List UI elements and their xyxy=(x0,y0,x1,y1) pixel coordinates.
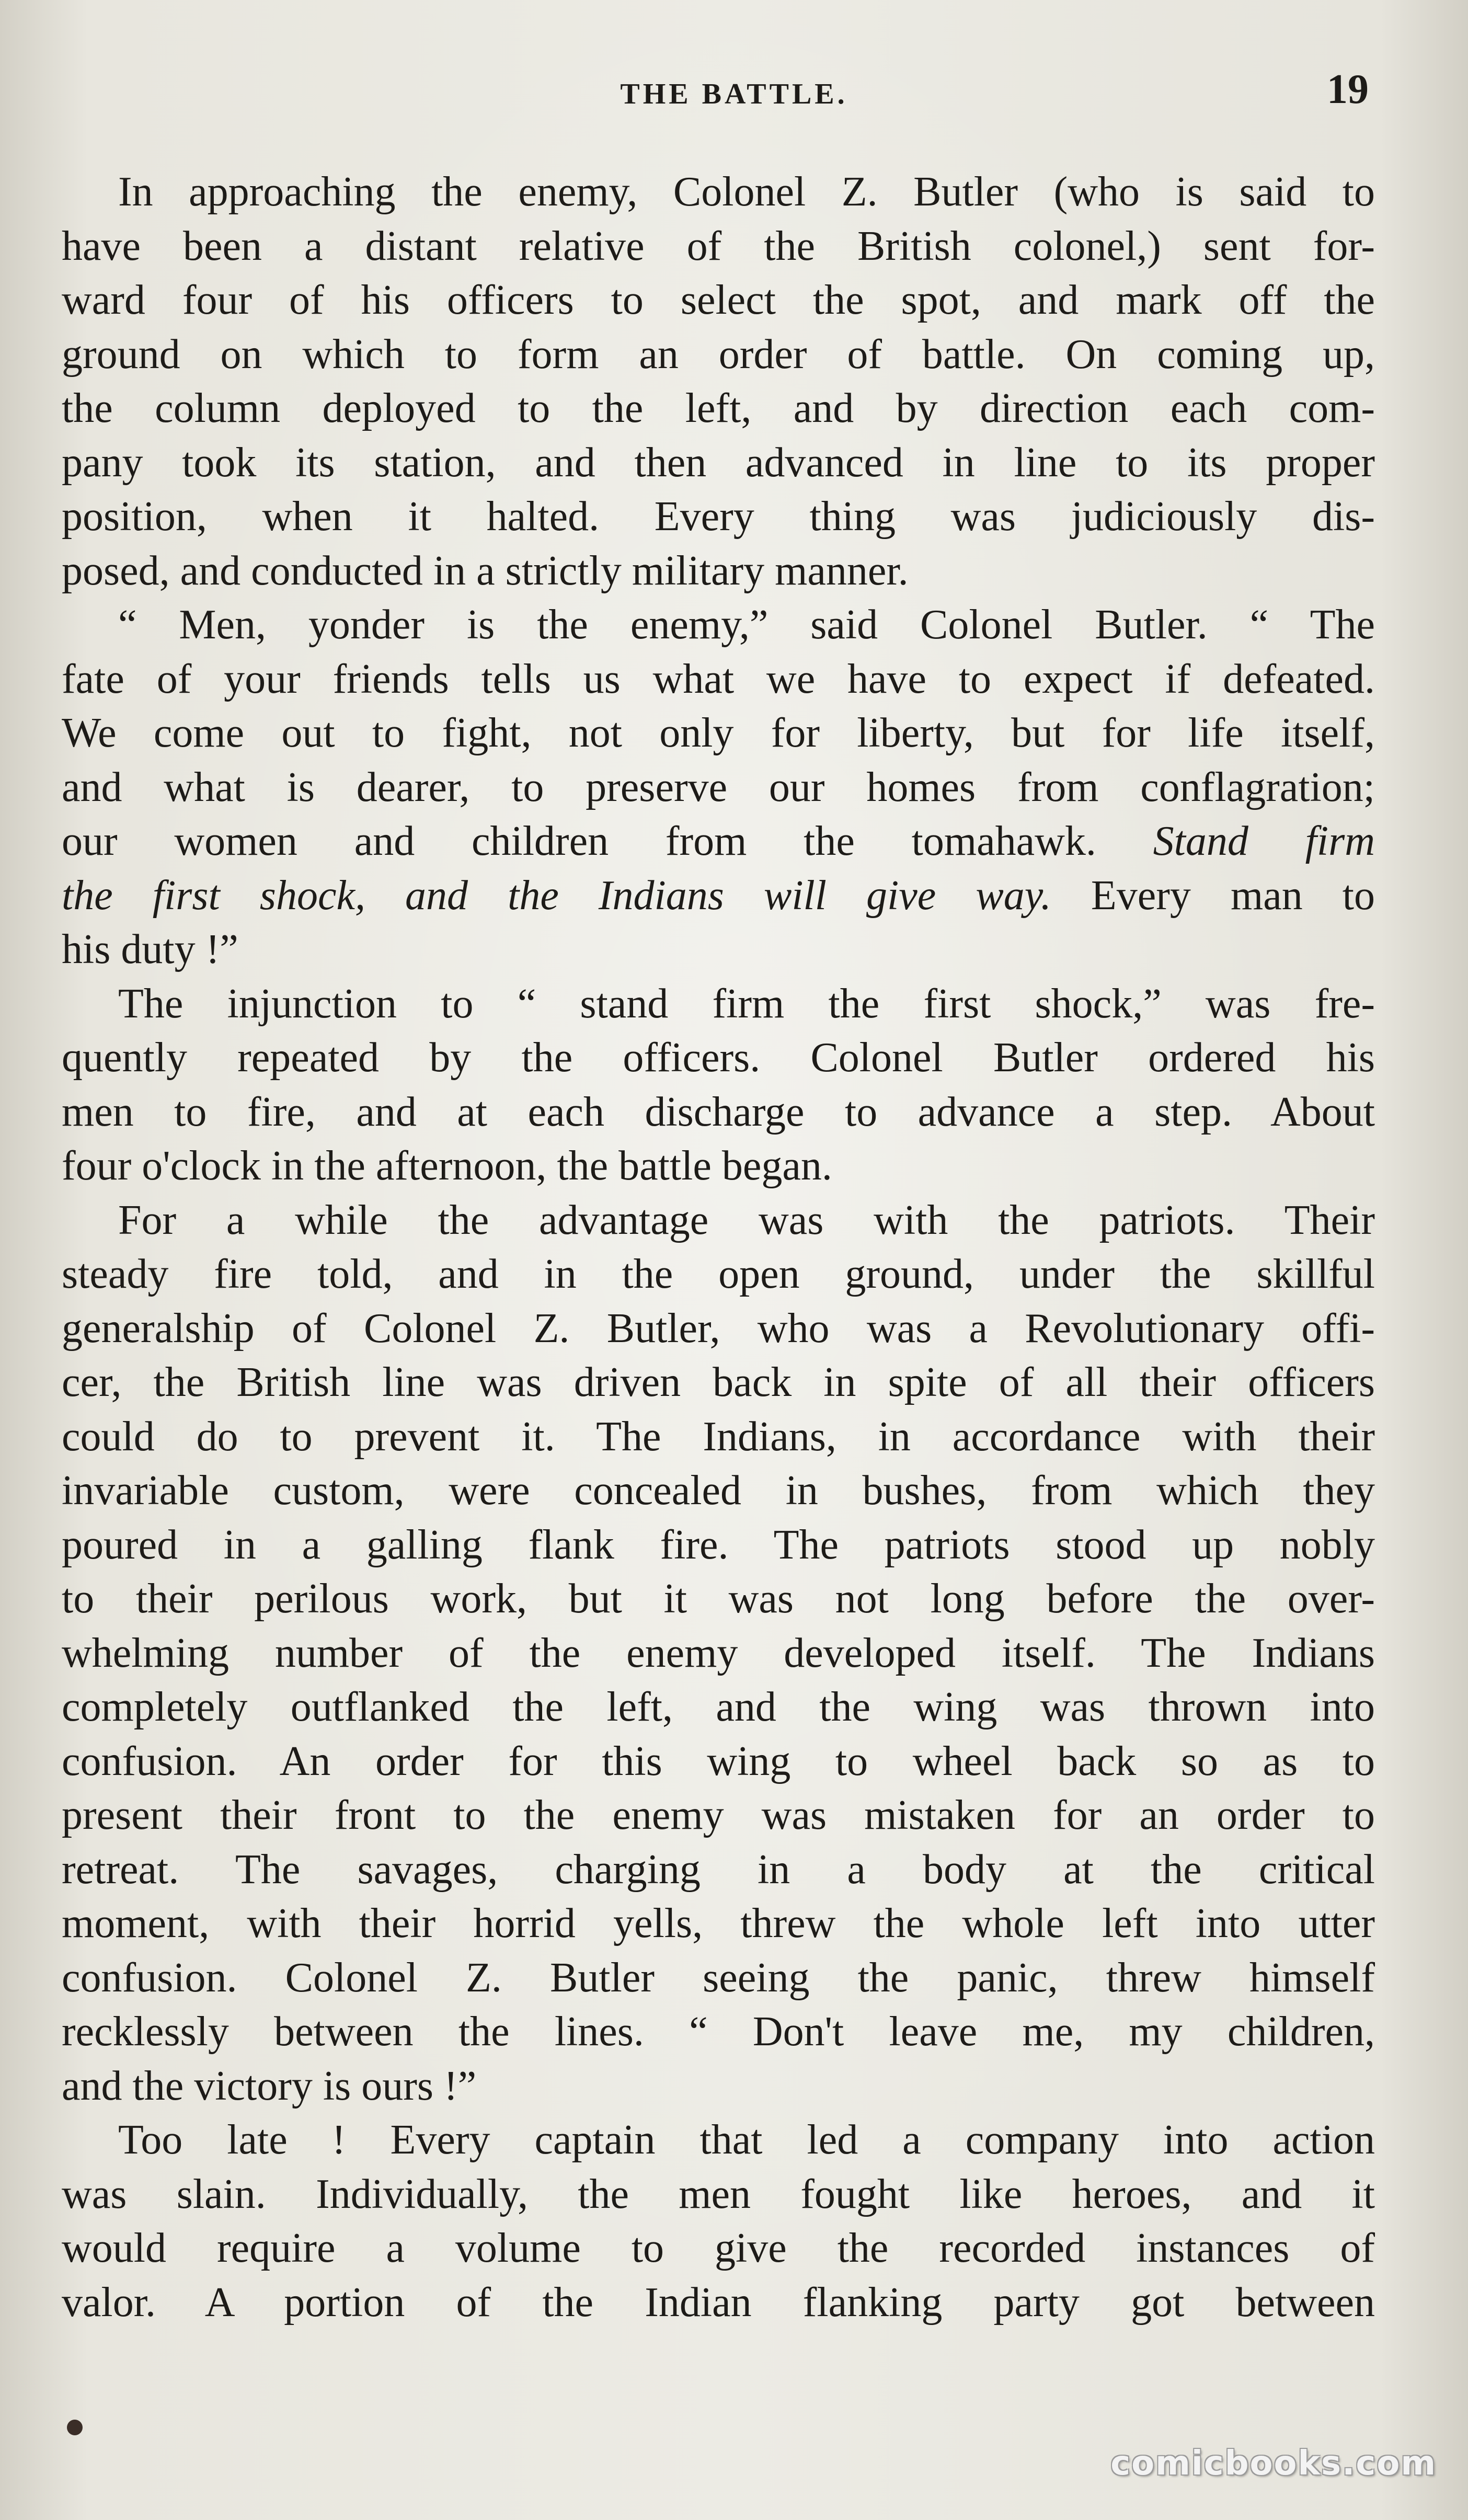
roman-segment: our women and children from the tomahawk. xyxy=(62,818,1153,864)
roman-segment: Every man to xyxy=(1051,872,1375,919)
text-line: For a while the advantage was with the patriots. Their xyxy=(118,1197,1375,1243)
paragraph-3 xyxy=(62,977,1375,1194)
text-line: generalship of Colonel Z. Butler, who was a Revolutionary offi- xyxy=(62,1305,1375,1351)
text-line: would require a volume to give the recorded instances of xyxy=(62,2225,1375,2271)
page-header xyxy=(0,62,1468,140)
body-text xyxy=(62,165,1375,2330)
text-line: and what is dearer, to preserve our homes from conflagration; xyxy=(62,764,1375,810)
text-line: cer, the British line was driven back in spite of all their officers xyxy=(62,1359,1375,1405)
text-line: four o'clock in the afternoon, the battle began. xyxy=(62,1143,832,1189)
text-line-with-italic xyxy=(62,869,1375,923)
text-line: moment, with their horrid yells, threw the whole left into utter xyxy=(62,1900,1375,1946)
paragraph-4 xyxy=(62,1194,1375,2114)
text-line: steady fire told, and in the open ground, under the skillful xyxy=(62,1251,1375,1297)
text-line: pany took its station, and then advanced in line to its proper xyxy=(62,439,1375,486)
text-line: have been a distant relative of the British colonel,) sent for- xyxy=(62,223,1375,269)
text-line: to their perilous work, but it was not long before the over- xyxy=(62,1576,1375,1622)
text-line: could do to prevent it. The Indians, in accordance with their xyxy=(62,1413,1375,1460)
italic-segment: Stand firm xyxy=(1153,818,1375,864)
watermark-logo: comicbooks.com xyxy=(1110,2444,1437,2483)
text-line: In approaching the enemy, Colonel Z. Butler (who is said to xyxy=(118,169,1375,215)
text-line: and the victory is ours !” xyxy=(62,2063,477,2109)
text-line-with-italic xyxy=(62,815,1375,869)
printer-ornament xyxy=(67,2420,83,2435)
italic-segment: the first shock, and the Indians will give way. xyxy=(62,872,1051,919)
text-line: “ Men, yonder is the enemy,” said Colonel Butler. “ The xyxy=(118,602,1375,648)
text-line: confusion. Colonel Z. Butler seeing the panic, threw himself xyxy=(62,1954,1375,2001)
text-line: invariable custom, were concealed in bushes, from which they xyxy=(62,1468,1375,1514)
text-line: posed, and conducted in a strictly military manner. xyxy=(62,547,909,594)
text-line: fate of your friends tells us what we have to expect if defeated. xyxy=(62,656,1375,702)
text-line: the column deployed to the left, and by direction each com- xyxy=(62,385,1375,431)
text-line: quently repeated by the officers. Colonel Butler ordered his xyxy=(62,1035,1375,1081)
page-number: 19 xyxy=(1327,66,1369,112)
text-line: position, when it halted. Every thing was judiciously dis- xyxy=(62,494,1375,540)
text-line: The injunction to “ stand firm the first shock,” was fre- xyxy=(118,980,1375,1027)
text-segment xyxy=(62,873,1375,919)
paragraph-1 xyxy=(62,165,1375,598)
text-line: valor. A portion of the Indian flanking party got between xyxy=(62,2279,1375,2326)
text-line: poured in a galling flank fire. The patriots stood up nobly xyxy=(62,1521,1375,1568)
text-line: Too late ! Every captain that led a company into action xyxy=(118,2117,1375,2163)
text-line: ground on which to form an order of battle. On coming up, xyxy=(62,331,1375,377)
text-line: ward four of his officers to select the spot, and mark off the xyxy=(62,277,1375,323)
running-head: THE BATTLE. xyxy=(620,78,848,110)
text-segment xyxy=(62,818,1375,864)
text-line: was slain. Individually, the men fought like heroes, and it xyxy=(62,2171,1375,2217)
text-line: confusion. An order for this wing to wheel back so as to xyxy=(62,1738,1375,1784)
text-line: recklessly between the lines. “ Don't leave me, my children, xyxy=(62,2009,1375,2055)
text-line: his duty !” xyxy=(62,926,238,972)
text-line: whelming number of the enemy developed itself. The Indians xyxy=(62,1630,1375,1676)
paragraph-2 xyxy=(62,598,1375,977)
text-line: present their front to the enemy was mistaken for an order to xyxy=(62,1792,1375,1838)
text-line: completely outflanked the left, and the wing was thrown into xyxy=(62,1684,1375,1730)
text-line: We come out to fight, not only for liberty, but for life itself, xyxy=(62,710,1375,756)
text-line: men to fire, and at each discharge to advance a step. About xyxy=(62,1089,1375,1135)
text-line: retreat. The savages, charging in a body at the critical xyxy=(62,1846,1375,1893)
paragraph-5 xyxy=(62,2113,1375,2330)
